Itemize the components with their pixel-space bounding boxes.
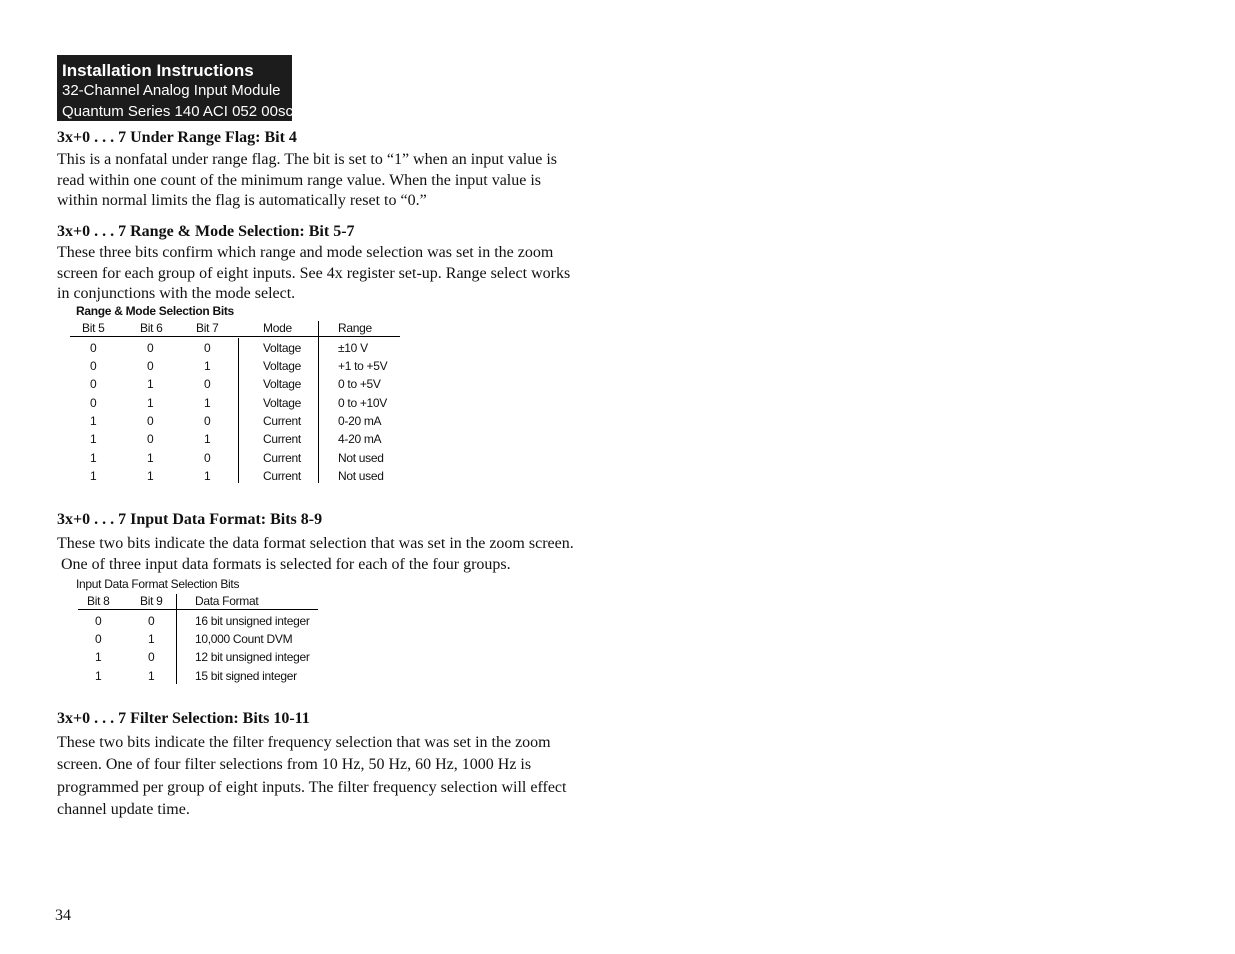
under-range-body: This is a nonfatal under range flag. The bit is set to “1” when an input value is read within one count of the minimum range value. When the input value is within normal limits the flag is automatically reset to “0.” (57, 151, 558, 209)
cell-data-format: 10,000 Count DVM (195, 632, 293, 646)
format-table-header-rule (78, 609, 318, 610)
cell-bit7: 1 (204, 359, 211, 373)
cell-mode: Voltage (263, 359, 301, 373)
cell-data-format: 16 bit unsigned integer (195, 614, 310, 628)
cell-bit9: 1 (148, 669, 155, 683)
cell-bit7: 0 (204, 377, 211, 391)
range-table-divider-2 (318, 321, 319, 483)
cell-bit7: 0 (204, 341, 211, 355)
cell-bit8: 0 (95, 614, 102, 628)
range-table-header-rule (70, 336, 400, 337)
cell-range: 0-20 mA (338, 414, 382, 428)
cell-mode: Current (263, 469, 301, 483)
under-range-heading: 3x+0 . . . 7 Under Range Flag: Bit 4 (57, 129, 297, 146)
cell-bit6: 1 (147, 451, 154, 465)
cell-bit7: 1 (204, 396, 211, 410)
cell-bit6: 0 (147, 414, 154, 428)
cell-mode: Voltage (263, 396, 301, 410)
cell-bit6: 0 (147, 341, 154, 355)
cell-bit8: 1 (95, 669, 102, 683)
cell-bit7: 0 (204, 451, 211, 465)
cell-mode: Voltage (263, 341, 301, 355)
header-title: Installation Instructions (62, 61, 254, 80)
cell-bit5: 1 (90, 451, 97, 465)
format-col-bit8: Bit 8 (87, 594, 110, 608)
cell-bit5: 0 (90, 359, 97, 373)
cell-range: 0 to +5V (338, 377, 381, 391)
header-subtitle-series: Quantum Series 140 ACI 052 00sc (62, 103, 293, 120)
document-header (57, 55, 292, 121)
cell-bit8: 1 (95, 650, 102, 664)
cell-bit9: 1 (148, 632, 155, 646)
cell-bit7: 0 (204, 414, 211, 428)
cell-bit5: 0 (90, 396, 97, 410)
cell-bit6: 1 (147, 469, 154, 483)
cell-mode: Current (263, 432, 301, 446)
cell-range: ±10 V (338, 341, 368, 355)
input-format-body-line1: These two bits indicate the data format selection that was set in the zoom screen. (57, 535, 574, 552)
input-format-table (78, 594, 318, 686)
cell-mode: Current (263, 451, 301, 465)
format-table-divider (176, 594, 177, 684)
range-col-range: Range (338, 321, 372, 335)
cell-data-format: 15 bit signed integer (195, 669, 297, 683)
cell-bit6: 0 (147, 432, 154, 446)
cell-bit5: 1 (90, 432, 97, 446)
input-format-heading: 3x+0 . . . 7 Input Data Format: Bits 8-9 (57, 511, 323, 528)
filter-body: These two bits indicate the filter frequency selection that was set in the zoom screen. One of four filter selections from 10 Hz, 50 Hz, 60 Hz, 1000 Hz is programmed per group of eight inputs. The filter frequency selection will effect channel update time. (57, 734, 567, 818)
cell-range: Not used (338, 469, 384, 483)
range-table-divider-1 (238, 338, 239, 483)
cell-bit6: 1 (147, 396, 154, 410)
filter-heading: 3x+0 . . . 7 Filter Selection: Bits 10-11 (57, 710, 310, 727)
input-format-body-line2: One of three input data formats is selected for each of the four groups. (57, 556, 511, 573)
cell-range: 4-20 mA (338, 432, 382, 446)
range-col-mode: Mode (263, 321, 292, 335)
cell-bit6: 1 (147, 377, 154, 391)
range-mode-heading: 3x+0 . . . 7 Range & Mode Selection: Bit 5-7 (57, 223, 355, 240)
page-number: 34 (55, 907, 71, 924)
range-col-bit5: Bit 5 (82, 321, 105, 335)
range-col-bit6: Bit 6 (140, 321, 163, 335)
range-mode-body: These three bits confirm which range and mode selection was set in the zoom screen for each group of eight inputs. See 4x register set-up. Range select works in conjunctions with the mode select. (57, 244, 571, 302)
cell-data-format: 12 bit unsigned integer (195, 650, 310, 664)
range-mode-table (70, 321, 400, 486)
cell-range: 0 to +10V (338, 396, 388, 410)
range-table-caption: Range & Mode Selection Bits (76, 304, 234, 318)
cell-range: +1 to +5V (338, 359, 388, 373)
cell-range: Not used (338, 451, 384, 465)
cell-bit7: 1 (204, 469, 211, 483)
cell-bit5: 1 (90, 414, 97, 428)
format-col-bit9: Bit 9 (140, 594, 163, 608)
cell-bit6: 0 (147, 359, 154, 373)
cell-bit5: 0 (90, 341, 97, 355)
cell-mode: Current (263, 414, 301, 428)
cell-bit5: 0 (90, 377, 97, 391)
cell-mode: Voltage (263, 377, 301, 391)
format-table-caption: Input Data Format Selection Bits (76, 577, 240, 591)
cell-bit7: 1 (204, 432, 211, 446)
cell-bit8: 0 (95, 632, 102, 646)
cell-bit9: 0 (148, 614, 155, 628)
format-col-data-format: Data Format (195, 594, 259, 608)
header-subtitle-module: 32-Channel Analog Input Module (62, 82, 281, 99)
cell-bit9: 0 (148, 650, 155, 664)
range-col-bit7: Bit 7 (196, 321, 219, 335)
cell-bit5: 1 (90, 469, 97, 483)
